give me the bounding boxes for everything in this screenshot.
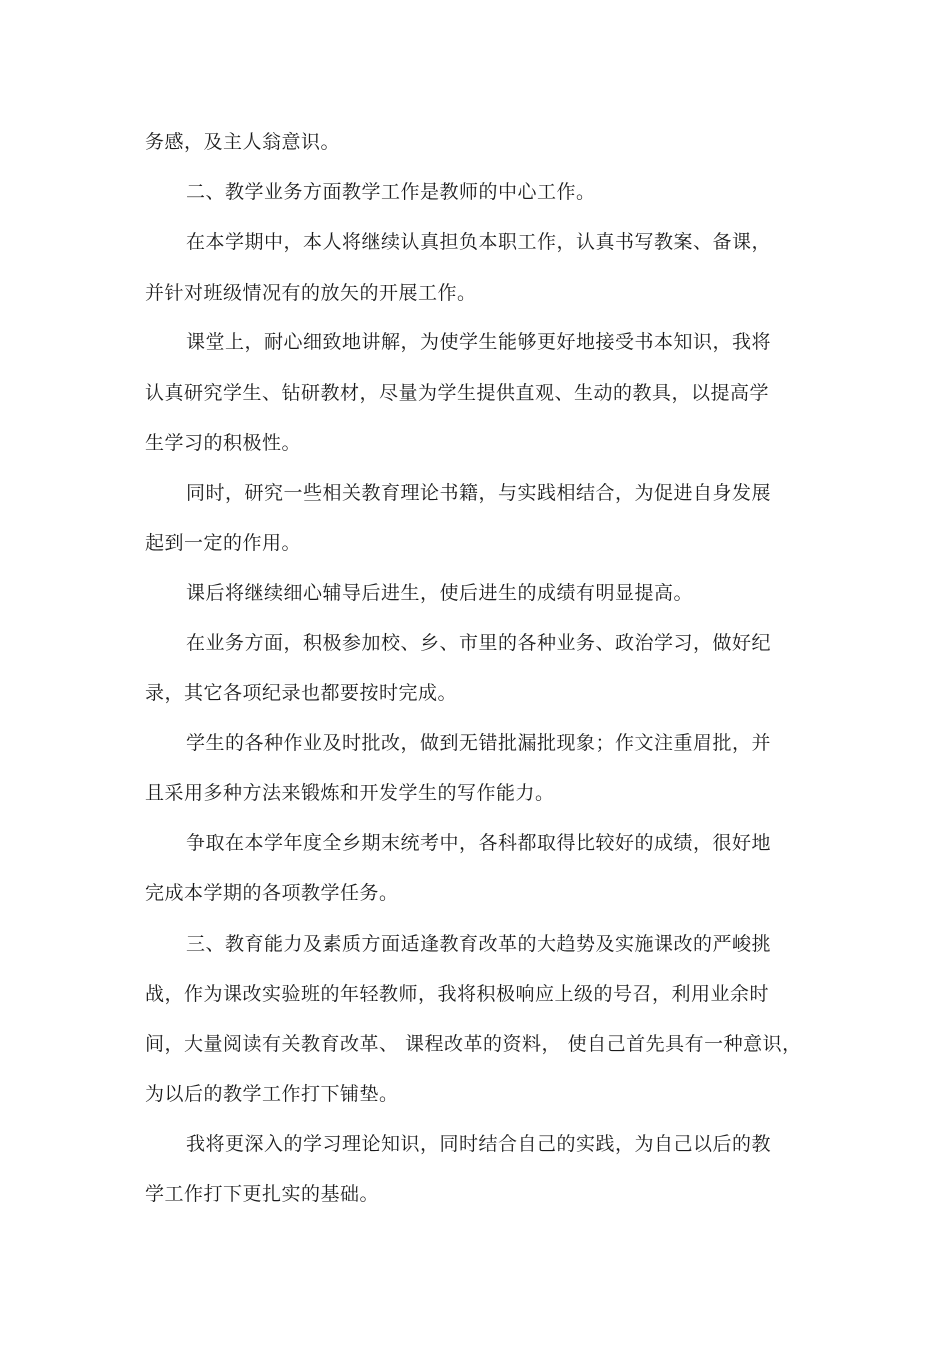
text-line: 完成本学期的各项教学任务。 — [145, 882, 399, 904]
text-line: 争取在本学年度全乡期末统考中，各科都取得比较好的成绩，很好地 — [186, 832, 772, 854]
section-heading-3: 三、教育能力及素质方面适逢教育改革的大趋势及实施课改的严峻挑 — [186, 933, 772, 955]
text-line: 课后将继续细心辅导后进生，使后进生的成绩有明显提高。 — [186, 582, 694, 604]
text-line: 且采用多种方法来锻炼和开发学生的写作能力。 — [145, 782, 555, 804]
text-line: 生学习的积极性。 — [145, 432, 302, 454]
text-line: 起到一定的作用。 — [145, 532, 302, 554]
text-line: 务感，及主人翁意识。 — [145, 131, 341, 153]
text-line: 在本学期中，本人将继续认真担负本职工作，认真书写教案、备课， — [186, 231, 772, 253]
text-line: 课堂上，耐心细致地讲解，为使学生能够更好地接受书本知识，我将 — [186, 331, 772, 353]
text-line: 录，其它各项纪录也都要按时完成。 — [145, 682, 458, 704]
section-heading-2: 二、教学业务方面教学工作是教师的中心工作。 — [186, 181, 596, 203]
text-line: 同时，研究一些相关教育理论书籍，与实践相结合，为促进自身发展 — [186, 482, 772, 504]
text-line: 认真研究学生、钻研教材，尽量为学生提供直观、生动的教具，以提高学 — [145, 382, 770, 404]
text-line: 并针对班级情况有的放矢的开展工作。 — [145, 282, 477, 304]
text-line: 战，作为课改实验班的年轻教师，我将积极响应上级的号召，利用业余时 — [145, 983, 770, 1005]
text-line: 在业务方面，积极参加校、乡、市里的各种业务、政治学习，做好纪 — [186, 632, 772, 654]
text-line: 我将更深入的学习理论知识，同时结合自己的实践，为自己以后的教 — [186, 1133, 772, 1155]
text-line: 学工作打下更扎实的基础。 — [145, 1183, 380, 1205]
text-line: 间，大量阅读有关教育改革、 课程改革的资料， 使自己首先具有一种意识， — [145, 1033, 802, 1055]
text-line: 学生的各种作业及时批改，做到无错批漏批现象；作文注重眉批，并 — [186, 732, 772, 754]
text-line: 为以后的教学工作打下铺垫。 — [145, 1083, 399, 1105]
